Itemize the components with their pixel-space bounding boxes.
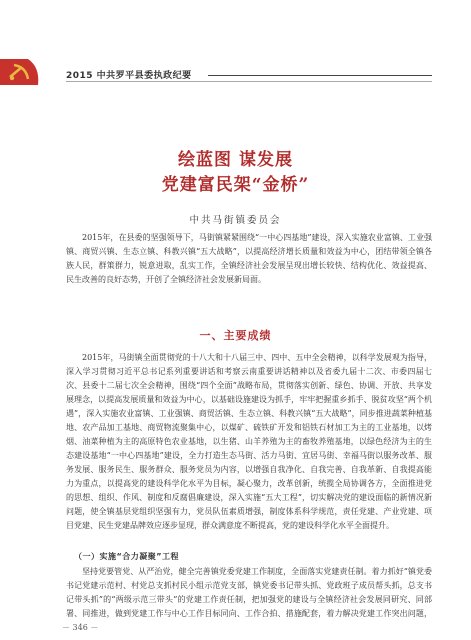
subsection-heading: （一）实施“合力凝聚”工程 — [74, 552, 180, 561]
intro-paragraph: 2015年，在县委的坚强领导下，马街镇紧紧围绕“一中心四基地”建设，深入实施农业富镇、工业强镇、商贸兴镇、生态立镇、科教兴镇“五大战略”，以提高经济增长质量和效益为中心，团结带领全镇各族人民，群策群力，锐意进取，乱实工作，全镇经济社会发展呈现出增长较快、结构优化、效益提高、民生改善的良好态势，开创了全镇经济社会发展新局面。 — [66, 233, 432, 284]
header-thin-rule — [66, 81, 432, 82]
article-title-line-2: 党建富民架“金桥” — [161, 175, 310, 195]
page-number: － 346 － — [62, 623, 99, 632]
body-paragraph-1: 2015年，马街镇全面贯彻党的十八大和十八届三中、四中、五中全会精神，以科学发展观为指导，深入学习贯彻习近平总书记系列重要讲话和考察云南重要讲话精神以及省委九届十二次、市委四届七次、县委十二届七次全会精神，围绕“四个全面”战略布局，贯彻落实创新、绿色、协调、开放、共享发展理念，以提高发展质量和效益为中心，以基础设施建设为抓手，牢牢把握重乡抓手、脱贫攻坚“两个机遇”，深入实施农业富镇、工业强镇、商贸活镇、生态立镇、科教兴镇“五大战略”，同步推进蔬菜种植基地、农产品加工基地、商贸物流聚集中心，以煤矿、硫铁矿开发和铝铁石材加工为主的工业基地，以烤烟、油菜种植为主的高原特色农业基地，以生猪、山羊养殖为主的畜牧养殖基地，以绿色经济为主的生态建设基地“一中心四基地”建设，全力打造生态马街、活力马街、宜居马街、幸福马街以服务改革、服务发展、服务民生、服务群众、服务党员为内容，以增强自我净化、自我完善、自我革新、自我提高能力为重点，以提高党的建设科学化水平为目标，凝心聚力，改革创新，统揽全局协调各方，全面推进党的思想、组织、作风、制度和反腐倡廉建设，深入实施“五大工程”，切实解决党的建设面临的新情况新问题，使全镇基层党组织坚强有力，党员队伍素质增强，制度体系科学规范，责任党建、产业党建、项目党建、民生党建品牌效应逐步显现，群众满意度不断提高，党的建设科学化水平全面提升。 — [66, 353, 432, 530]
header-rule — [208, 75, 432, 76]
article-author: 中共马街镇委员会 — [189, 215, 282, 226]
running-title: 2015 中共罗平县委执政纪要 — [66, 71, 192, 81]
page-header — [0, 0, 471, 90]
body-paragraph-2: 坚持党要管党、从严治党，健全完善镇党委党建工作制度，全面落实党建责任制。着力抓好“镇党委书记党建示范村、村党总支抓村民小组示范党支部，镇党委书记带头抓、党政班子成员帮头抓，总支书记带头抓”的“两级示范三带头”的党建工作责任制，把加强党的建设与全镇经济社会发展同研究、同部署、同推进，做到党建工作与中心工作目标同向、工作合拍、措施配套，着力解决党建工作突出问题， — [66, 567, 432, 618]
section-heading: 一、主要成绩 — [199, 329, 272, 342]
article-title-line-1: 绘蓝图 谋发展 — [178, 150, 293, 170]
party-emblem-icon — [0, 55, 48, 89]
